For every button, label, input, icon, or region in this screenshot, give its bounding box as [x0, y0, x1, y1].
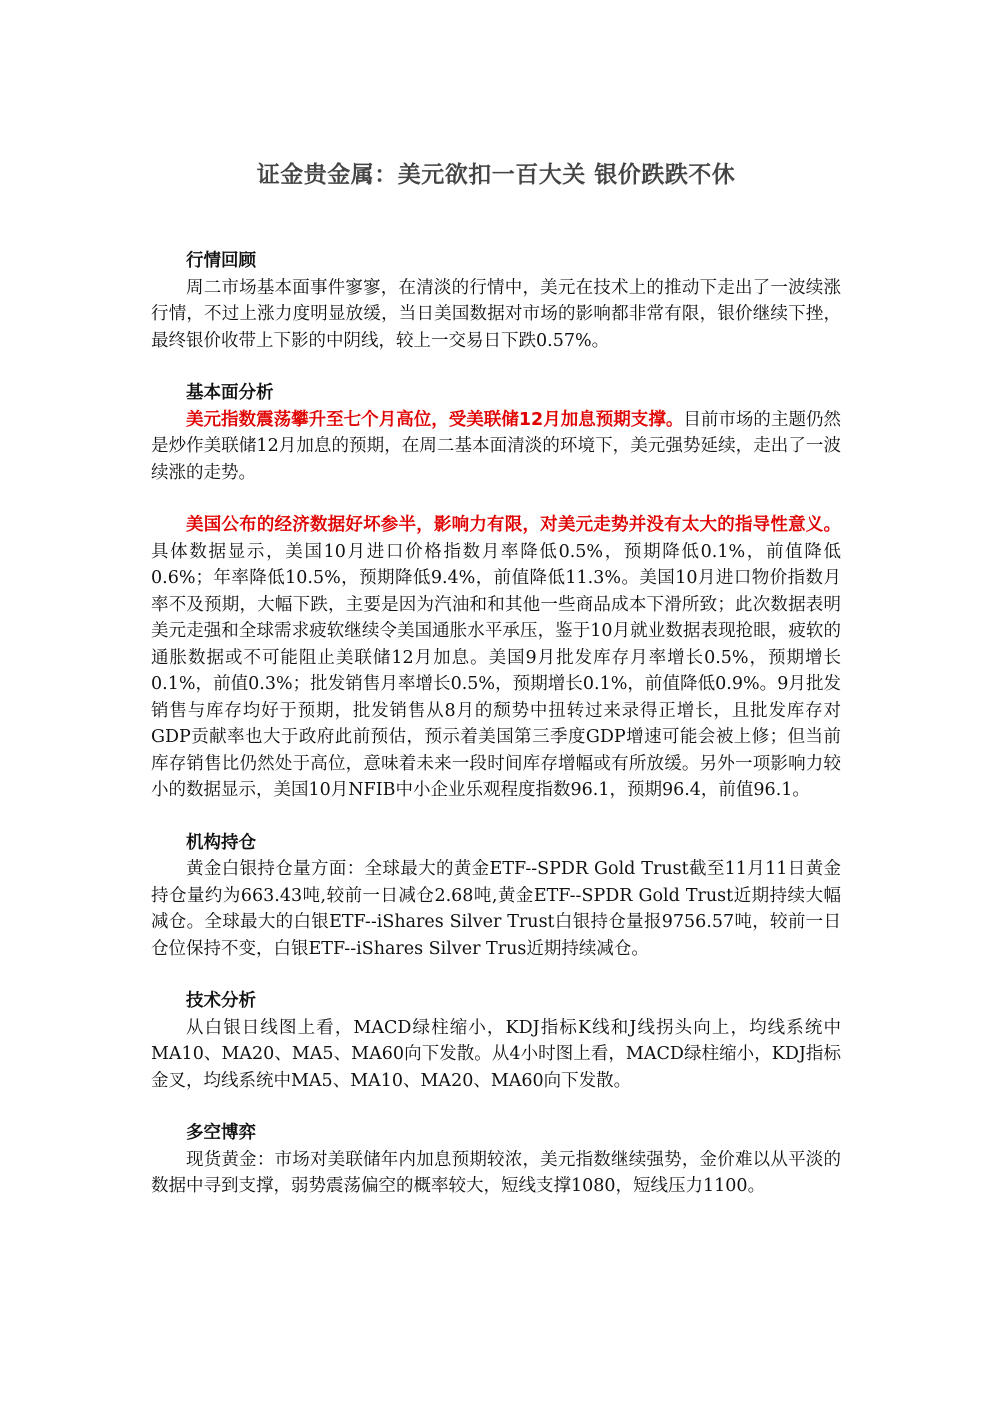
section-longshort [151, 1120, 841, 1200]
paragraph-text-1: 目前市场的主题仍然是炒作美联储12月加息的预期，在周二基本面清淡的环境下，美元强势延续，走出了一波续涨的走势。 [151, 409, 842, 483]
paragraph-fundamental-2 [151, 512, 841, 804]
section-positions [151, 830, 841, 963]
section-technical [151, 988, 841, 1094]
page-title: 证金贵金属：美元欲扣一百大关 银价跌跌不休 [256, 162, 736, 188]
section-heading-technical: 技术分析 [186, 991, 256, 1011]
paragraph-text-2: 具体数据显示，美国10月进口价格指数月率降低0.5%，预期降低0.1%，前值降低0.6%；年率降低10.5%，预期降低9.4%，前值降低11.3%。美国10月进口物价指数月率不及预期，大幅下跌，主要是因为汽油和和其他一些商品成本下滑所致；此次数据表明美元走强和全球需求疲软继续令美国通胀水平承压，鉴于10月就业数据表现抢眼，疲软的通胀数据或不可能阻止美联储12月加息。美国9月批发库存月率增长0.5%，预期增长0.1%，前值0.3%；批发销售月率增长0.5%，预期增长0.1%，前值降低0.9%。9月批发销售与库存均好于预期，批发销售从8月的颓势中扭转过来录得正增长，且批发库存对GDP贡献率也大于政府此前预估，预示着美国第三季度GDP增速可能会被上修；但当前库存销售比仍然处于高位，意味着未来一段时间库存增幅或有所放缓。另外一项影响力较小的数据显示，美国10月NFIB中小企业乐观程度指数96.1，预期96.4，前值96.1。 [151, 541, 841, 800]
paragraph-longshort: 现货黄金：市场对美联储年内加息预期较浓，美元指数继续强势，金价难以从平淡的数据中寻到支撑，弱势震荡偏空的概率较大，短线支撑1080，短线压力1100。 [151, 1149, 841, 1196]
section-review [151, 248, 841, 354]
section-heading-fundamental: 基本面分析 [186, 383, 274, 403]
section-heading-longshort: 多空博弈 [186, 1123, 256, 1143]
document-body [151, 248, 841, 1226]
paragraph-technical: 从白银日线图上看，MACD绿柱缩小，KDJ指标K线和J线拐头向上，均线系统中MA10、MA20、MA5、MA60向下发散。从4小时图上看，MACD绿柱缩小，KDJ指标金叉，均线系统中MA5、MA10、MA20、MA60向下发散。 [151, 1017, 841, 1091]
highlight-text-1: 美元指数震荡攀升至七个月高位，受美联储12月加息预期支撑。 [186, 409, 684, 430]
section-heading-review: 行情回顾 [186, 251, 256, 271]
section-fundamental [151, 380, 841, 804]
paragraph-review: 周二市场基本面事件寥寥，在清淡的行情中，美元在技术上的推动下走出了一波续涨行情，不过上涨力度明显放缓，当日美国数据对市场的影响都非常有限，银价继续下挫，最终银价收带上下影的中阴线，较上一交易日下跌0.57%。 [151, 277, 841, 351]
highlight-text-2: 美国公布的经济数据好坏参半，影响力有限，对美元走势并没有太大的指导性意义。 [186, 515, 841, 535]
paragraph-fundamental-1 [151, 407, 841, 487]
paragraph-positions: 黄金白银持仓量方面：全球最大的黄金ETF--SPDR Gold Trust截至11月11日黄金持仓量约为663.43吨,较前一日减仓2.68吨,黄金ETF--SPDR Gold Trust近期持续大幅减仓。全球最大的白银ETF--iShares Silver Trust白银持仓量报9756.57吨，较前一日仓位保持不变，白银ETF--iShares Silver Trus近期持续减仓。 [151, 859, 841, 959]
section-heading-positions: 机构持仓 [186, 832, 256, 853]
